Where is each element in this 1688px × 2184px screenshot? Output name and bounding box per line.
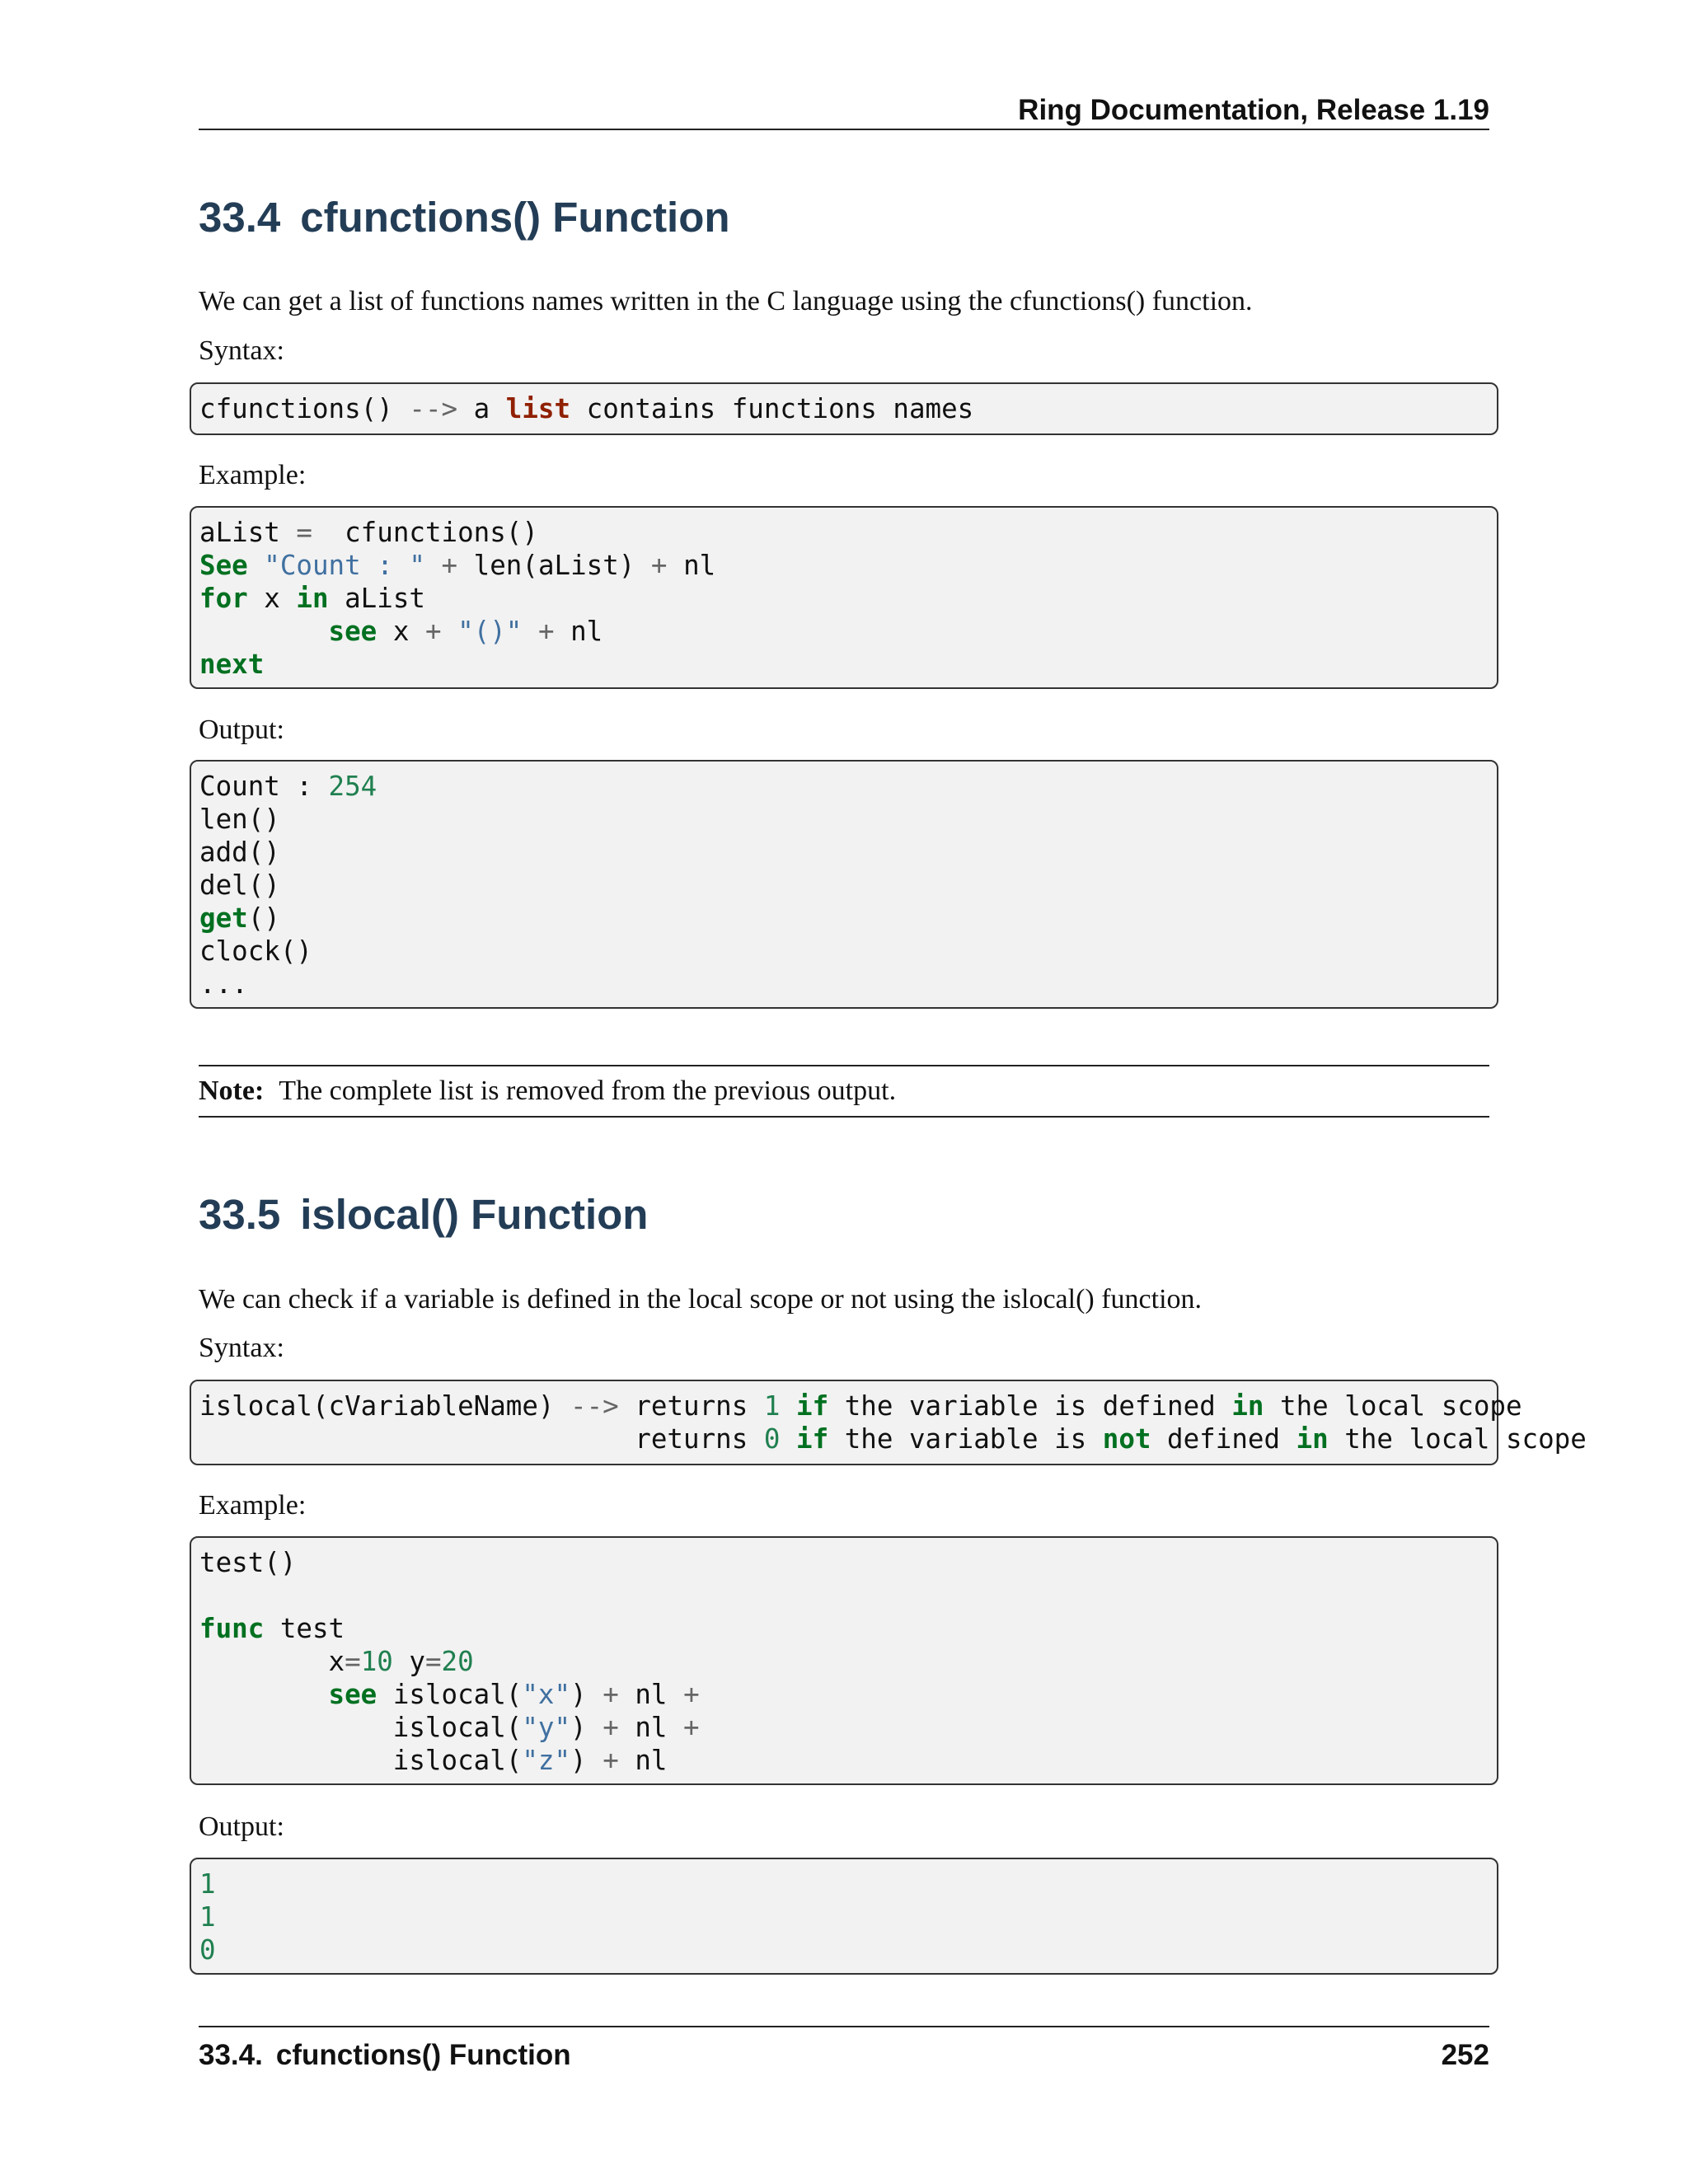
example-code-block[interactable] [190, 1536, 1498, 1785]
code-number: 10 [360, 1646, 393, 1677]
code-operator: --> [570, 1390, 619, 1422]
code-keyword: func [199, 1613, 265, 1644]
code-operator: + [683, 1679, 700, 1710]
code-text [425, 550, 442, 581]
code-text: cfunctions() [199, 393, 410, 424]
code-line [199, 836, 1497, 869]
syntax-label: Syntax: [199, 335, 284, 366]
code-keyword: in [296, 583, 329, 614]
code-operator: + [441, 550, 458, 581]
code-text: aList [199, 517, 297, 548]
code-text: ) [570, 1712, 603, 1743]
code-line [199, 902, 1497, 935]
code-line [199, 1678, 1497, 1711]
code-keyword: get [199, 902, 248, 934]
note-text: The complete list is removed from the previous output. [279, 1076, 897, 1106]
code-text: x [247, 583, 297, 614]
code-text: islocal( [377, 1679, 523, 1710]
code-keyword: See [199, 550, 248, 581]
section-heading-islocal [199, 1189, 648, 1240]
section-title-text: cfunctions() Function [300, 194, 730, 241]
output-code-block[interactable] [190, 1858, 1498, 1975]
footer-section-name: cfunctions() Function [275, 2039, 571, 2071]
code-line [199, 648, 1497, 681]
code-line [199, 516, 1497, 549]
code-text: x [377, 616, 425, 647]
code-text: defined [1151, 1423, 1296, 1455]
code-keyword: for [199, 583, 248, 614]
code-text: a [457, 393, 506, 424]
note-box [199, 1065, 1489, 1118]
code-text: clock() [199, 935, 312, 967]
code-line [199, 1744, 1497, 1777]
code-text [199, 616, 329, 647]
code-text: Count : [199, 771, 329, 802]
code-text [780, 1423, 796, 1455]
code-line [199, 582, 1497, 615]
code-text: aList [328, 583, 425, 614]
code-text: contains functions names [570, 393, 974, 424]
code-keyword: if [796, 1423, 829, 1455]
code-text: the variable is [828, 1423, 1103, 1455]
code-string: "z" [522, 1745, 571, 1776]
code-text: returns [618, 1390, 764, 1422]
code-operator: + [603, 1679, 619, 1710]
code-operator: --> [409, 393, 458, 424]
code-number: 254 [328, 771, 377, 802]
code-keyword: see [328, 1679, 377, 1710]
code-text: nl [618, 1745, 668, 1776]
syntax-code-block[interactable] [190, 1380, 1587, 1465]
code-operator: = [345, 1646, 361, 1677]
code-line [199, 1868, 1497, 1900]
code-text [248, 550, 265, 581]
code-text [780, 1390, 796, 1422]
code-text: x [199, 1646, 345, 1677]
example-label: Example: [199, 460, 307, 490]
code-text: nl [667, 550, 716, 581]
code-text: the variable is defined [828, 1390, 1232, 1422]
code-text [199, 1679, 329, 1710]
code-text: ... [199, 968, 248, 1000]
output-code-block[interactable] [190, 760, 1498, 1009]
code-text [522, 616, 538, 647]
code-line [199, 803, 1497, 836]
code-line [199, 1900, 1497, 1933]
footer-section-number: 33.4. [199, 2039, 263, 2071]
syntax-label: Syntax: [199, 1333, 284, 1363]
code-text [442, 616, 458, 647]
code-text: add() [199, 837, 280, 868]
code-number: 1 [763, 1390, 781, 1422]
code-string: "()" [457, 616, 523, 647]
section-intro-paragraph: We can get a list of functions names written in the C language using the cfunctions() function. [199, 286, 1253, 316]
running-header: Ring Documentation, Release 1.19 [1018, 94, 1489, 126]
code-line [199, 1645, 1497, 1678]
code-operator: + [603, 1745, 619, 1776]
code-operator: + [650, 550, 668, 581]
code-text: nl [554, 616, 603, 647]
code-keyword: see [328, 616, 377, 647]
code-line [199, 770, 1497, 803]
section-title-text: islocal() Function [300, 1191, 649, 1238]
code-keyword: if [796, 1390, 829, 1422]
code-text: test() [199, 1547, 297, 1578]
code-number: 1 [199, 1901, 216, 1933]
output-label: Output: [199, 1811, 284, 1842]
code-builtin: list [505, 393, 571, 424]
code-line [199, 968, 1497, 1001]
code-number: 0 [199, 1934, 216, 1966]
syntax-code-block[interactable] [190, 382, 1498, 435]
code-text: returns [199, 1423, 764, 1455]
code-line [199, 1390, 1522, 1422]
footer-section-title [199, 2037, 571, 2074]
code-text: ) [570, 1745, 603, 1776]
code-text: islocal( [199, 1712, 523, 1743]
code-text: test [264, 1613, 345, 1644]
page-number: 252 [1441, 2039, 1489, 2071]
code-text: islocal( [199, 1745, 523, 1776]
code-keyword: next [199, 649, 265, 680]
code-text: nl [618, 1712, 684, 1743]
code-line [199, 1612, 1497, 1645]
code-number: 0 [763, 1423, 781, 1455]
code-number: 20 [441, 1646, 474, 1677]
code-keyword: in [1296, 1423, 1329, 1455]
output-label: Output: [199, 715, 284, 745]
code-operator: = [296, 517, 312, 548]
code-line [199, 1711, 1497, 1744]
code-text: nl [618, 1679, 684, 1710]
code-line [199, 1546, 1497, 1579]
code-text: the local scope [1264, 1390, 1522, 1422]
example-label: Example: [199, 1490, 307, 1521]
code-line [199, 615, 1497, 648]
note-label: Note: [199, 1076, 265, 1106]
code-line [199, 549, 1497, 582]
code-line [199, 1422, 1587, 1455]
code-operator: + [683, 1712, 700, 1743]
code-number: 1 [199, 1868, 216, 1900]
code-operator: + [424, 616, 442, 647]
code-keyword: not [1102, 1423, 1151, 1455]
code-text: the local scope [1328, 1423, 1587, 1455]
code-text: del() [199, 869, 280, 901]
section-intro-paragraph: We can check if a variable is defined in the local scope or not using the islocal() function. [199, 1284, 1203, 1315]
code-text: y [392, 1646, 425, 1677]
code-text: ) [570, 1679, 603, 1710]
code-operator: + [603, 1712, 619, 1743]
code-line [199, 392, 1497, 425]
code-text: () [247, 902, 280, 934]
section-number: 33.5 [199, 1191, 281, 1238]
code-line [199, 1933, 1497, 1966]
code-text: len(aList) [457, 550, 651, 581]
code-text: len() [199, 804, 280, 835]
code-text: islocal(cVariableName) [199, 1390, 571, 1422]
section-number: 33.4 [199, 194, 281, 241]
example-code-block[interactable] [190, 506, 1498, 689]
code-line [199, 869, 1497, 902]
code-text: cfunctions() [312, 517, 538, 548]
code-line [199, 1579, 1497, 1612]
section-heading-cfunctions [199, 192, 730, 243]
footer-rule [199, 2026, 1489, 2027]
code-string: "x" [522, 1679, 571, 1710]
code-line [199, 935, 1497, 968]
header-rule [199, 129, 1489, 130]
code-string: "Count : " [264, 550, 425, 581]
code-string: "y" [522, 1712, 571, 1743]
code-operator: = [424, 1646, 442, 1677]
code-operator: + [537, 616, 555, 647]
code-keyword: in [1231, 1390, 1264, 1422]
